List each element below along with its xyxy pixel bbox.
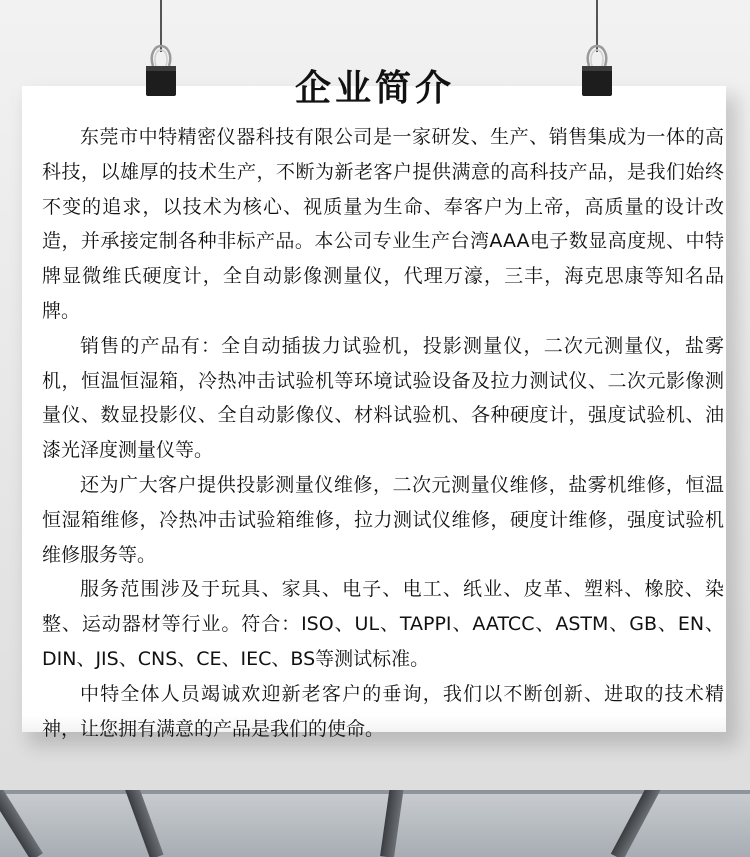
paragraph-welcome: 中特全体人员竭诚欢迎新老客户的垂询，我们以不断创新、进取的技术精神，让您拥有满意的产品是我们的使命。 [42,682,724,740]
steel-beam [0,790,43,857]
paragraph-repair-services: 还为广大客户提供投影测量仪维修，二次元测量仪维修，盐雾机维修，恒温恒湿箱维修，冷热冲击试验箱维修，拉力测试仪维修，硬度计维修，强度试验机维修服务等。 [42,473,724,566]
paragraph-products: 销售的产品有：全自动插拔力试验机，投影测量仪，二次元测量仪，盐雾机，恒温恒湿箱，冷热冲击试验机等环境试验设备及拉力测试仪、二次元影像测量仪、数显投影仪、全自动影像仪、材料试验机、各种硬度计，强度试验机、油漆光泽度测量仪等。 [42,334,724,462]
company-profile-body [42,120,724,746]
steel-beam [611,790,666,857]
floor-edge-line [0,790,750,794]
paragraph-service-scope: 服务范围涉及于玩具、家具、电子、电工、纸业、皮革、塑料、橡胶、染整、运动器材等行业。符合：ISO、UL、TAPPI、AATCC、ASTM、GB、EN、DIN、JIS、CNS、CE、IEC、BS等测试标准。 [42,578,724,670]
paragraph-company-intro: 东莞市中特精密仪器科技有限公司是一家研发、生产、销售集成为一体的高科技，以雄厚的技术生产，不断为新老客户提供满意的高科技产品，是我们始终不变的追求，以技术为核心、视质量为生命、奉客户为上帝，高质量的设计改造，并承接定制各种非标产品。本公司专业生产台湾AAA电子数显高度规、中特牌显微维氏硬度计，全自动影像测量仪，代理万濠，三丰，海克思康等知名品牌。 [42,126,724,322]
page-title: 企业简介 [294,68,455,109]
building-structure-background [0,790,750,857]
steel-beam [380,790,406,857]
steel-beam [120,790,164,857]
